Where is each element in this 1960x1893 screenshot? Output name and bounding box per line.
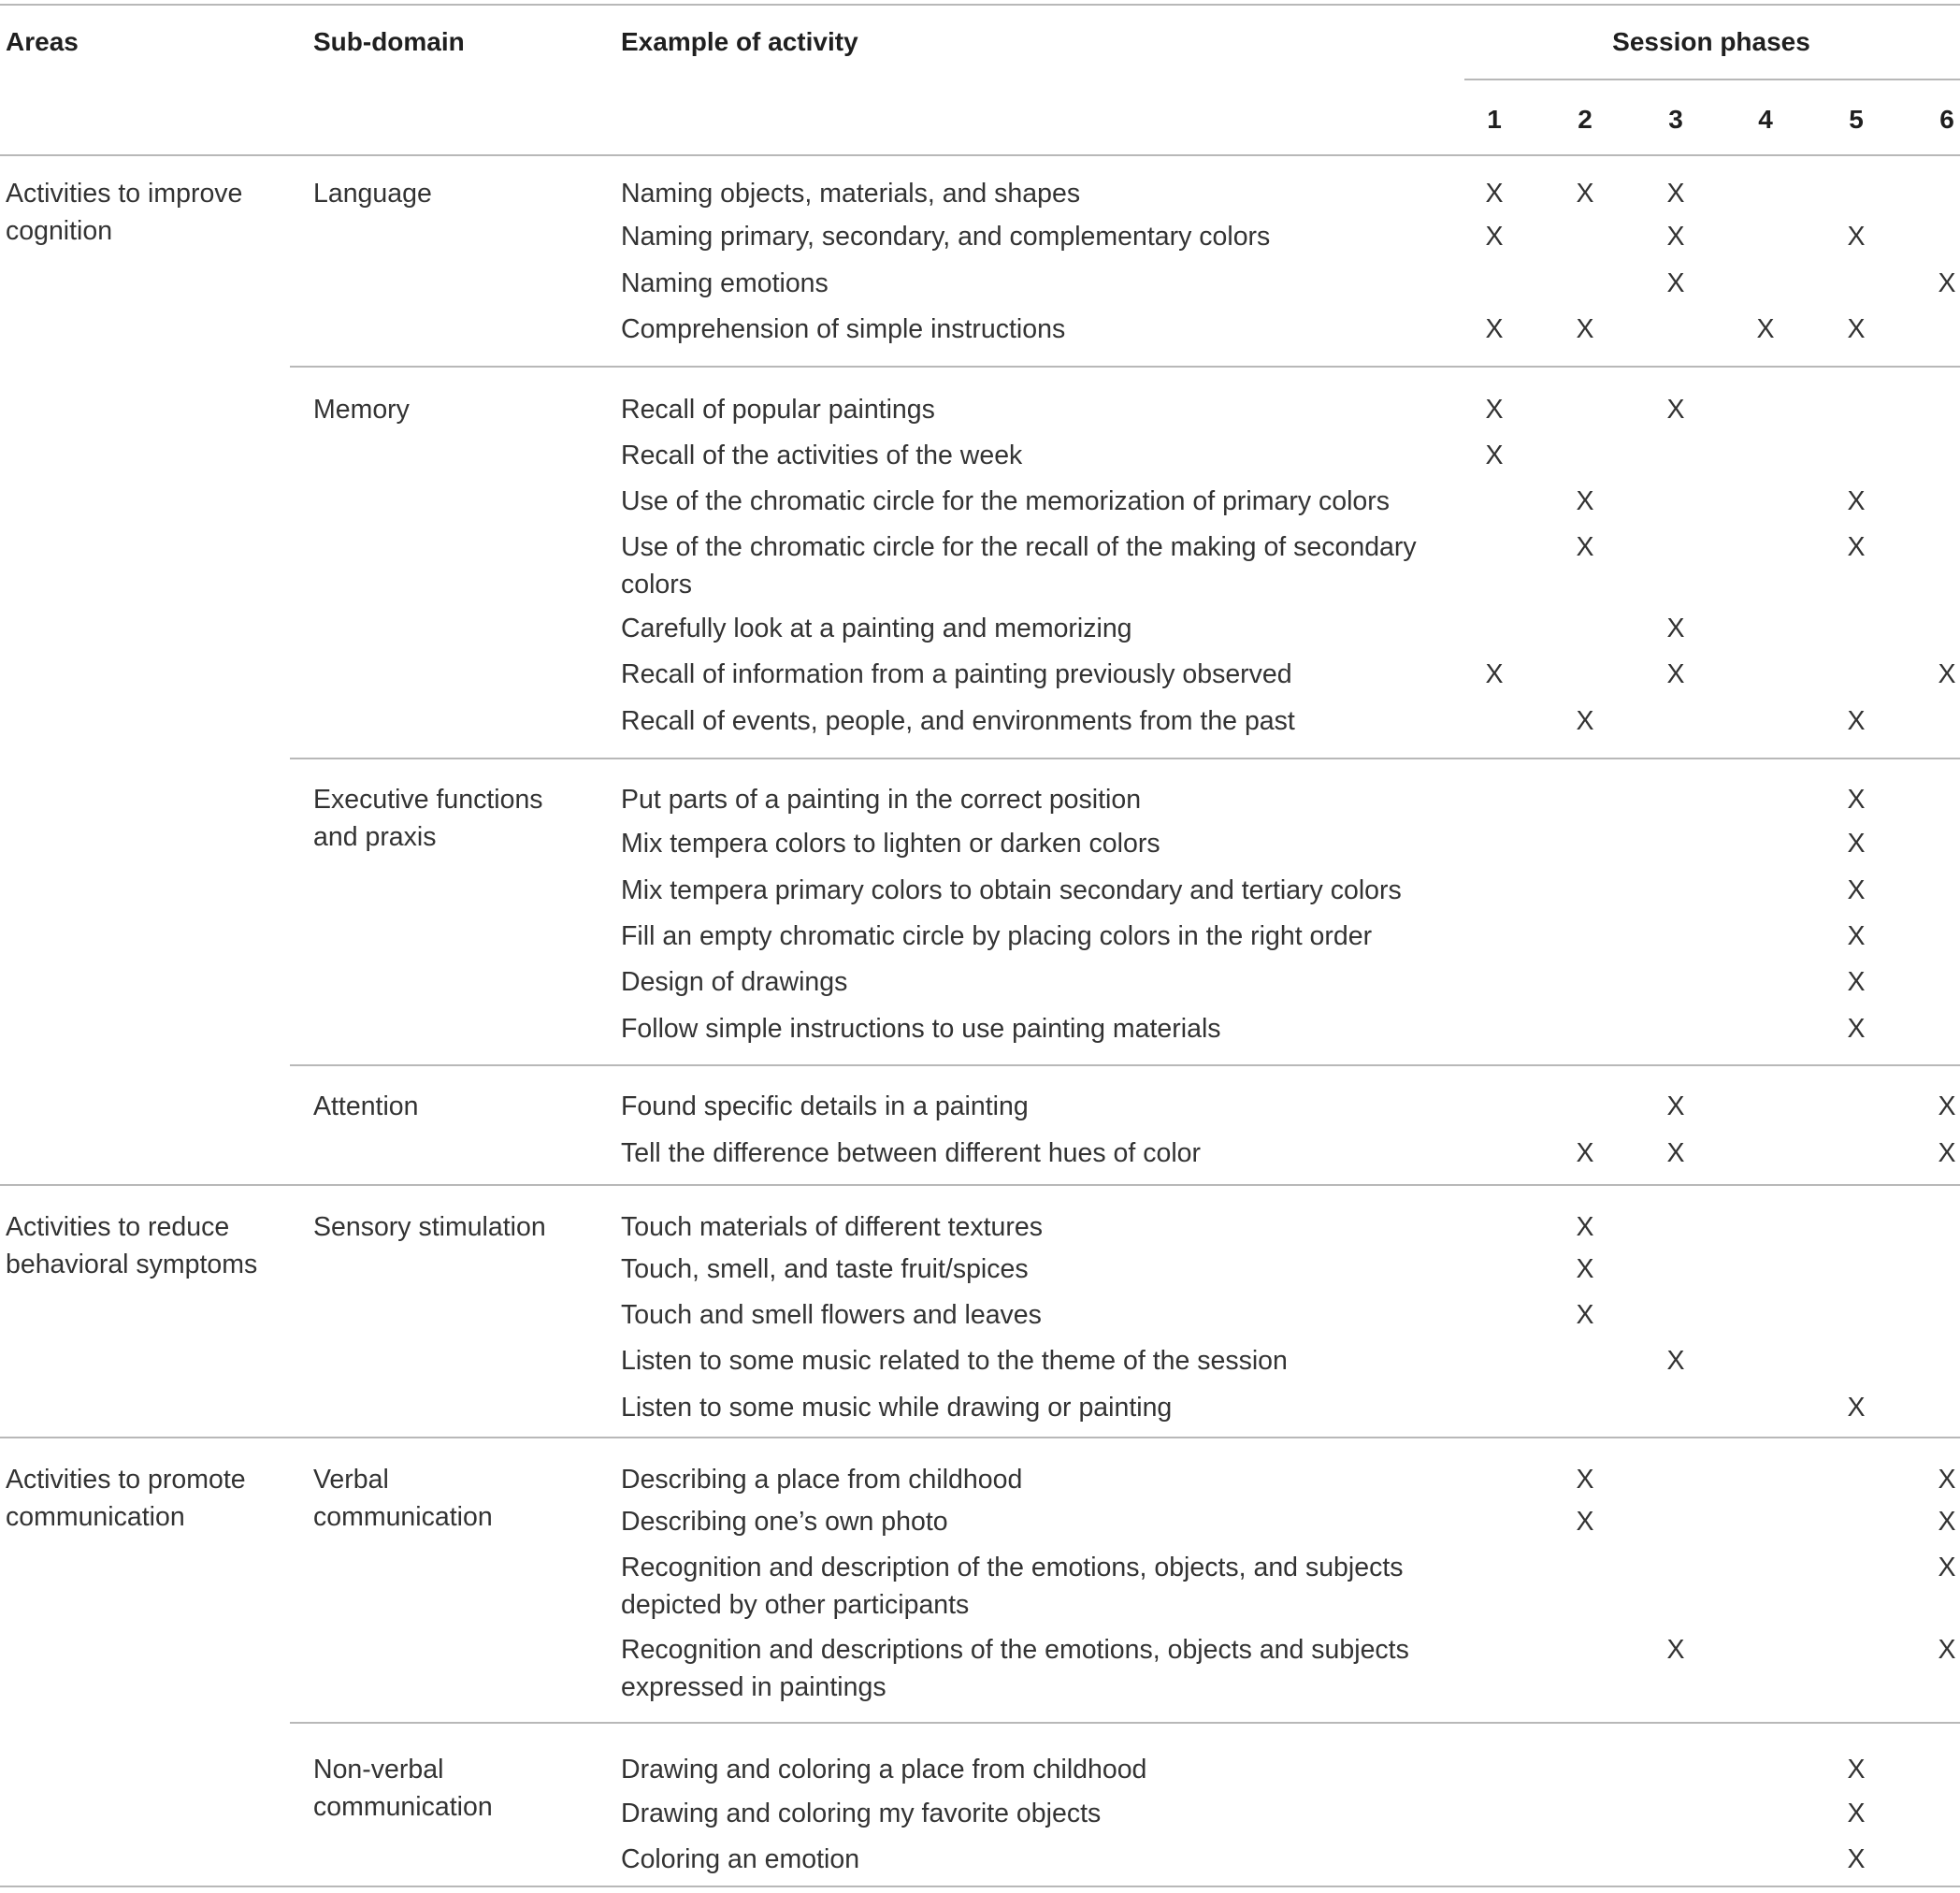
- activity-cell: Design of drawings: [621, 967, 848, 997]
- activity-cell: Drawing and coloring a place from childhood: [621, 1755, 1147, 1785]
- activity-cell: Recognition and description of the emotions, objects, and subjects depicted by other participants: [621, 1553, 1404, 1620]
- phase-mark-6: X: [1938, 1091, 1956, 1121]
- activity-cell: Naming emotions: [621, 268, 829, 298]
- subdomain-label: Non-verbal communication: [313, 1755, 493, 1822]
- row-separator-rule: [0, 1886, 1960, 1887]
- phase-mark-5: X: [1847, 222, 1866, 252]
- phase-mark-1: X: [1485, 179, 1504, 209]
- header-areas: Areas: [6, 27, 79, 56]
- phase-mark-5: X: [1847, 1014, 1866, 1044]
- area-label: Activities to reduce behavioral symptoms: [6, 1212, 258, 1279]
- activity-cell: Listen to some music while drawing or painting: [621, 1393, 1173, 1423]
- row-separator-rule: [290, 1064, 1960, 1066]
- phase-mark-3: X: [1666, 1346, 1685, 1376]
- activity-cell: Listen to some music related to the theme of the session: [621, 1346, 1288, 1376]
- activity-cell: Recall of information from a painting previously observed: [621, 659, 1292, 689]
- activity-cell: Recall of popular paintings: [621, 395, 935, 425]
- activity-cell: Touch and smell flowers and leaves: [621, 1300, 1042, 1330]
- phase-mark-5: X: [1847, 785, 1866, 815]
- phase-mark-5: X: [1847, 967, 1866, 997]
- phase-mark-3: X: [1666, 659, 1685, 689]
- activity-cell: Recall of events, people, and environments from the past: [621, 706, 1295, 736]
- subdomain-label: Sensory stimulation: [313, 1212, 546, 1242]
- phase-mark-2: X: [1576, 179, 1594, 209]
- activity-cell: Describing one’s own photo: [621, 1507, 948, 1537]
- activity-cell: Found specific details in a painting: [621, 1091, 1029, 1121]
- phase-mark-5: X: [1847, 706, 1866, 736]
- phase-mark-1: X: [1485, 441, 1504, 470]
- activity-cell: Coloring an emotion: [621, 1844, 860, 1874]
- header-phase-1: 1: [1487, 105, 1502, 134]
- header-phase-5: 5: [1849, 105, 1864, 134]
- phase-mark-2: X: [1576, 532, 1594, 562]
- phase-mark-5: X: [1847, 829, 1866, 859]
- activity-cell: Touch materials of different textures: [621, 1212, 1043, 1242]
- activity-cell: Touch, smell, and taste fruit/spices: [621, 1254, 1029, 1284]
- phase-mark-6: X: [1938, 659, 1956, 689]
- phase-mark-3: X: [1666, 1091, 1685, 1121]
- header-phase-4: 4: [1758, 105, 1773, 134]
- row-separator-rule: [0, 1437, 1960, 1438]
- activity-cell: Drawing and coloring my favorite objects: [621, 1799, 1102, 1828]
- header-phase-6: 6: [1939, 105, 1954, 134]
- table-top-rule: [0, 4, 1960, 6]
- subdomain-label: Attention: [313, 1091, 419, 1121]
- subdomain-label: Language: [313, 179, 432, 209]
- header-subdomain: Sub-domain: [313, 27, 465, 56]
- phase-mark-3: X: [1666, 614, 1685, 643]
- phase-mark-6: X: [1938, 1138, 1956, 1168]
- phase-mark-5: X: [1847, 921, 1866, 951]
- phase-mark-6: X: [1938, 1635, 1956, 1665]
- phase-mark-2: X: [1576, 1507, 1594, 1537]
- phase-mark-6: X: [1938, 1465, 1956, 1495]
- phase-mark-3: X: [1666, 268, 1685, 298]
- phase-mark-2: X: [1576, 1254, 1594, 1284]
- activity-cell: Describing a place from childhood: [621, 1465, 1023, 1495]
- phase-mark-2: X: [1576, 706, 1594, 736]
- header-session-phases: Session phases: [1612, 27, 1810, 56]
- phase-mark-2: X: [1576, 1212, 1594, 1242]
- phase-mark-1: X: [1485, 222, 1504, 252]
- phase-mark-5: X: [1847, 875, 1866, 905]
- phase-mark-2: X: [1576, 314, 1594, 344]
- phase-mark-6: X: [1938, 1507, 1956, 1537]
- activity-cell: Put parts of a painting in the correct position: [621, 785, 1142, 815]
- row-separator-rule: [290, 366, 1960, 368]
- activity-cell: Follow simple instructions to use painting materials: [621, 1014, 1221, 1044]
- activity-cell: Fill an empty chromatic circle by placing colors in the right order: [621, 921, 1373, 951]
- subdomain-label: Memory: [313, 395, 410, 425]
- phase-mark-1: X: [1485, 395, 1504, 425]
- session-phases-rule: [1464, 79, 1960, 80]
- header-activity: Example of activity: [621, 27, 858, 56]
- phase-mark-5: X: [1847, 1844, 1866, 1874]
- activity-cell: Mix tempera colors to lighten or darken colors: [621, 829, 1160, 859]
- phase-mark-5: X: [1847, 486, 1866, 516]
- phase-mark-2: X: [1576, 486, 1594, 516]
- header-bottom-rule: [0, 154, 1960, 156]
- activity-cell: Use of the chromatic circle for the recall of the making of secondary colors: [621, 532, 1417, 600]
- activity-cell: Use of the chromatic circle for the memorization of primary colors: [621, 486, 1391, 516]
- phase-mark-2: X: [1576, 1465, 1594, 1495]
- activity-cell: Naming primary, secondary, and complementary colors: [621, 222, 1271, 252]
- phase-mark-4: X: [1756, 314, 1775, 344]
- subdomain-label: Executive functions and praxis: [313, 785, 543, 852]
- activity-cell: Tell the difference between different hues of color: [621, 1138, 1202, 1168]
- phase-mark-5: X: [1847, 1755, 1866, 1785]
- activity-cell: Mix tempera primary colors to obtain secondary and tertiary colors: [621, 875, 1402, 905]
- row-separator-rule: [0, 1184, 1960, 1186]
- area-label: Activities to promote communication: [6, 1465, 246, 1532]
- phase-mark-3: X: [1666, 179, 1685, 209]
- phase-mark-1: X: [1485, 314, 1504, 344]
- phase-mark-3: X: [1666, 1138, 1685, 1168]
- phase-mark-6: X: [1938, 1553, 1956, 1582]
- subdomain-label: Verbal communication: [313, 1465, 493, 1532]
- phase-mark-5: X: [1847, 1799, 1866, 1828]
- activity-cell: Recall of the activities of the week: [621, 441, 1023, 470]
- activity-cell: Comprehension of simple instructions: [621, 314, 1066, 344]
- phase-mark-6: X: [1938, 268, 1956, 298]
- row-separator-rule: [290, 1722, 1960, 1724]
- phase-mark-5: X: [1847, 532, 1866, 562]
- area-label: Activities to improve cognition: [6, 179, 243, 246]
- phase-mark-5: X: [1847, 1393, 1866, 1423]
- phase-mark-3: X: [1666, 222, 1685, 252]
- phase-mark-1: X: [1485, 659, 1504, 689]
- phase-mark-5: X: [1847, 314, 1866, 344]
- header-phase-2: 2: [1578, 105, 1592, 134]
- phase-mark-3: X: [1666, 395, 1685, 425]
- phase-mark-2: X: [1576, 1138, 1594, 1168]
- phase-mark-2: X: [1576, 1300, 1594, 1330]
- activity-cell: Recognition and descriptions of the emotions, objects and subjects expressed in paintings: [621, 1635, 1409, 1702]
- activity-cell: Naming objects, materials, and shapes: [621, 179, 1081, 209]
- activity-cell: Carefully look at a painting and memorizing: [621, 614, 1132, 643]
- row-separator-rule: [290, 758, 1960, 759]
- phase-mark-3: X: [1666, 1635, 1685, 1665]
- header-phase-3: 3: [1668, 105, 1683, 134]
